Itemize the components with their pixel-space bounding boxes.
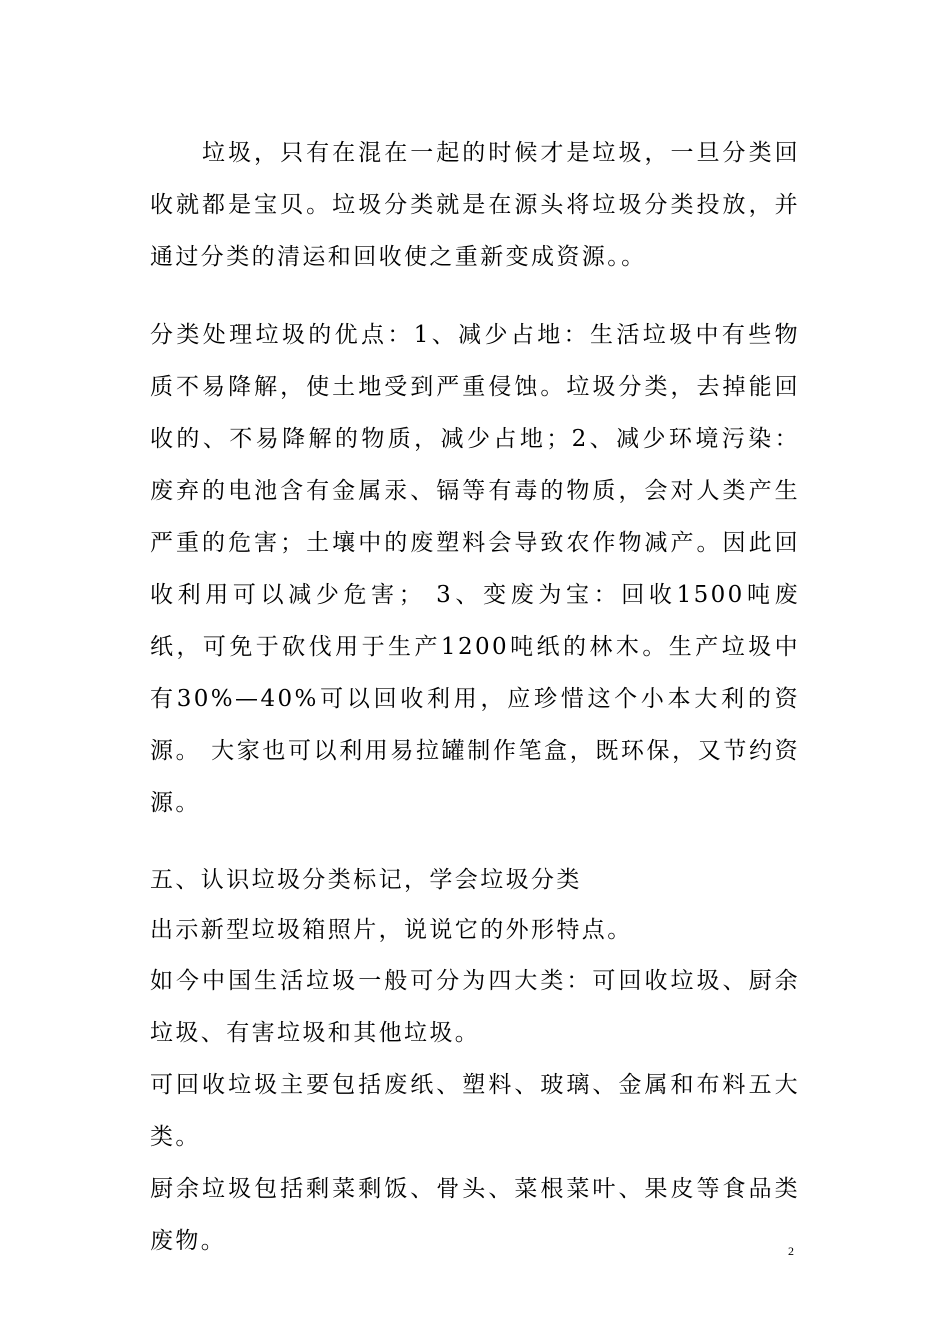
document-body xyxy=(150,127,800,1267)
section-heading: 五、认识垃圾分类标记，学会垃圾分类 xyxy=(150,867,582,893)
paragraph-photo-prompt: 出示新型垃圾箱照片，说说它的外形特点。 xyxy=(150,917,633,943)
paragraph-intro: 垃圾，只有在混在一起的时候才是垃圾，一旦分类回收就都是宝贝。垃圾分类就是在源头将垃圾分类投放，并通过分类的清运和回收使之重新变成资源。。 xyxy=(150,140,800,270)
paragraph-advantages: 分类处理垃圾的优点：1、减少占地：生活垃圾中有些物质不易降解，使土地受到严重侵蚀。垃圾分类，去掉能回收的、不易降解的物质，减少占地；2、减少环境污染：废弃的电池含有金属汞、镉等有毒的物质，会对人类产生严重的危害；土壤中的废塑料会导致农作物减产。因此回收利用可以减少危害； 3、变废为宝：回收1500吨废纸，可免于砍伐用于生产1200吨纸的林木。生产垃圾中有30%—40%可以回收利用，应珍惜这个小本大利的资源。 大家也可以利用易拉罐制作笔盒，既环保，又节约资源。 xyxy=(150,322,800,816)
paragraph-four-categories: 如今中国生活垃圾一般可分为四大类：可回收垃圾、厨余垃圾、有害垃圾和其他垃圾。 xyxy=(150,968,800,1046)
paragraph-kitchen-waste: 厨余垃圾包括剩菜剩饭、骨头、菜根菜叶、果皮等食品类废物。 xyxy=(150,1176,800,1254)
page-number: 2 xyxy=(788,1244,794,1258)
paragraph-recyclable: 可回收垃圾主要包括废纸、塑料、玻璃、金属和布料五大类。 xyxy=(150,1072,800,1150)
